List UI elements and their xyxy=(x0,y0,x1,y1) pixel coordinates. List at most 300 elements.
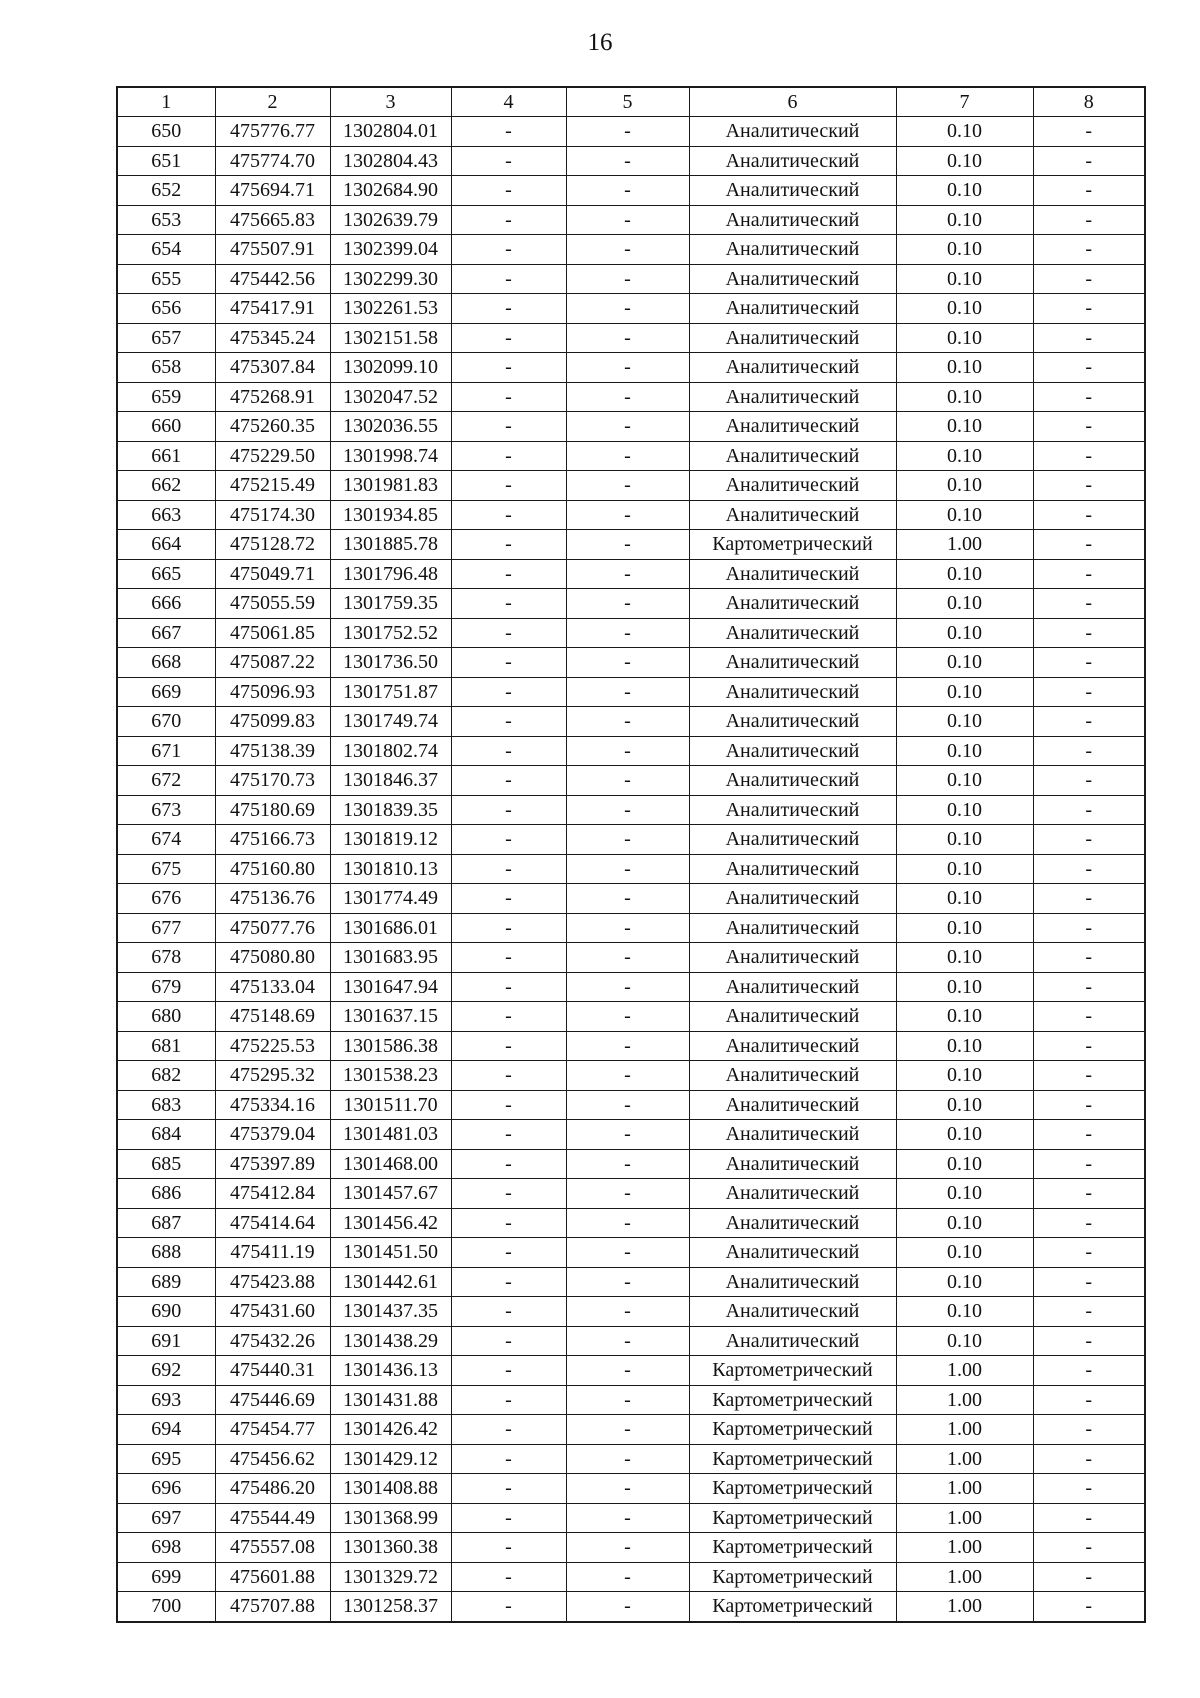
x-coordinate: 475440.31 xyxy=(215,1356,330,1386)
col-8-cell: - xyxy=(1033,117,1145,147)
table-row xyxy=(117,1444,1145,1474)
table-row xyxy=(117,1267,1145,1297)
table-row xyxy=(117,913,1145,943)
accuracy-cell: 1.00 xyxy=(896,1415,1033,1445)
accuracy-cell: 0.10 xyxy=(896,736,1033,766)
col-8-cell: - xyxy=(1033,677,1145,707)
accuracy-cell: 0.10 xyxy=(896,618,1033,648)
table-row xyxy=(117,382,1145,412)
col-8-cell: - xyxy=(1033,825,1145,855)
table-row xyxy=(117,353,1145,383)
table-row xyxy=(117,677,1145,707)
col-5-cell: - xyxy=(566,972,689,1002)
point-number: 667 xyxy=(117,618,215,648)
method-cell: Аналитический xyxy=(689,1149,896,1179)
accuracy-cell: 0.10 xyxy=(896,795,1033,825)
col-4-cell: - xyxy=(451,1120,566,1150)
point-number: 679 xyxy=(117,972,215,1002)
col-5-cell: - xyxy=(566,264,689,294)
method-cell: Аналитический xyxy=(689,589,896,619)
y-coordinate: 1301683.95 xyxy=(330,943,451,973)
point-number: 684 xyxy=(117,1120,215,1150)
col-5-cell: - xyxy=(566,854,689,884)
y-coordinate: 1302047.52 xyxy=(330,382,451,412)
col-4-cell: - xyxy=(451,1444,566,1474)
col-8-cell: - xyxy=(1033,1179,1145,1209)
col-8-cell: - xyxy=(1033,1120,1145,1150)
point-number: 682 xyxy=(117,1061,215,1091)
y-coordinate: 1301437.35 xyxy=(330,1297,451,1327)
table-row xyxy=(117,559,1145,589)
col-8-cell: - xyxy=(1033,382,1145,412)
col-5-cell: - xyxy=(566,412,689,442)
col-8-cell: - xyxy=(1033,146,1145,176)
x-coordinate: 475128.72 xyxy=(215,530,330,560)
table-row xyxy=(117,323,1145,353)
col-8-cell: - xyxy=(1033,1208,1145,1238)
accuracy-cell: 0.10 xyxy=(896,854,1033,884)
table-row xyxy=(117,264,1145,294)
x-coordinate: 475061.85 xyxy=(215,618,330,648)
method-cell: Аналитический xyxy=(689,1179,896,1209)
col-8-cell: - xyxy=(1033,736,1145,766)
accuracy-cell: 0.10 xyxy=(896,884,1033,914)
col-5-cell: - xyxy=(566,1090,689,1120)
accuracy-cell: 0.10 xyxy=(896,913,1033,943)
col-5-cell: - xyxy=(566,1444,689,1474)
table-row xyxy=(117,736,1145,766)
point-number: 687 xyxy=(117,1208,215,1238)
table-row xyxy=(117,589,1145,619)
col-8-cell: - xyxy=(1033,1149,1145,1179)
accuracy-cell: 0.10 xyxy=(896,353,1033,383)
method-cell: Картометрический xyxy=(689,530,896,560)
point-number: 677 xyxy=(117,913,215,943)
point-number: 680 xyxy=(117,1002,215,1032)
col-4-cell: - xyxy=(451,677,566,707)
method-cell: Аналитический xyxy=(689,500,896,530)
x-coordinate: 475307.84 xyxy=(215,353,330,383)
y-coordinate: 1301429.12 xyxy=(330,1444,451,1474)
accuracy-cell: 0.10 xyxy=(896,707,1033,737)
col-5-cell: - xyxy=(566,1061,689,1091)
col-8-cell: - xyxy=(1033,1090,1145,1120)
x-coordinate: 475446.69 xyxy=(215,1385,330,1415)
point-number: 692 xyxy=(117,1356,215,1386)
accuracy-cell: 1.00 xyxy=(896,1503,1033,1533)
y-coordinate: 1301846.37 xyxy=(330,766,451,796)
col-4-cell: - xyxy=(451,1415,566,1445)
col-4-cell: - xyxy=(451,323,566,353)
y-coordinate: 1302036.55 xyxy=(330,412,451,442)
x-coordinate: 475096.93 xyxy=(215,677,330,707)
point-number: 683 xyxy=(117,1090,215,1120)
method-cell: Аналитический xyxy=(689,294,896,324)
col-5-cell: - xyxy=(566,1002,689,1032)
col-5-cell: - xyxy=(566,559,689,589)
point-number: 694 xyxy=(117,1415,215,1445)
x-coordinate: 475260.35 xyxy=(215,412,330,442)
accuracy-cell: 0.10 xyxy=(896,1208,1033,1238)
col-8-cell: - xyxy=(1033,972,1145,1002)
col-8-cell: - xyxy=(1033,559,1145,589)
accuracy-cell: 0.10 xyxy=(896,766,1033,796)
method-cell: Картометрический xyxy=(689,1503,896,1533)
point-number: 654 xyxy=(117,235,215,265)
col-4-cell: - xyxy=(451,353,566,383)
point-number: 691 xyxy=(117,1326,215,1356)
col-8-cell: - xyxy=(1033,1415,1145,1445)
table-row xyxy=(117,1533,1145,1563)
table-row xyxy=(117,972,1145,1002)
y-coordinate: 1302684.90 xyxy=(330,176,451,206)
accuracy-cell: 0.10 xyxy=(896,205,1033,235)
table-row xyxy=(117,1208,1145,1238)
col-5-cell: - xyxy=(566,205,689,235)
x-coordinate: 475229.50 xyxy=(215,441,330,471)
col-4-cell: - xyxy=(451,1503,566,1533)
method-cell: Аналитический xyxy=(689,235,896,265)
accuracy-cell: 1.00 xyxy=(896,1474,1033,1504)
table-row xyxy=(117,1503,1145,1533)
point-number: 669 xyxy=(117,677,215,707)
col-5-cell: - xyxy=(566,500,689,530)
point-number: 666 xyxy=(117,589,215,619)
col-5-cell: - xyxy=(566,825,689,855)
method-cell: Аналитический xyxy=(689,559,896,589)
x-coordinate: 475707.88 xyxy=(215,1592,330,1622)
point-number: 689 xyxy=(117,1267,215,1297)
table-row xyxy=(117,1356,1145,1386)
point-number: 688 xyxy=(117,1238,215,1268)
col-8-cell: - xyxy=(1033,913,1145,943)
col-5-cell: - xyxy=(566,1149,689,1179)
method-cell: Аналитический xyxy=(689,1120,896,1150)
accuracy-cell: 1.00 xyxy=(896,1385,1033,1415)
col-8-cell: - xyxy=(1033,500,1145,530)
table-row xyxy=(117,766,1145,796)
col-5-cell: - xyxy=(566,943,689,973)
col-4-cell: - xyxy=(451,825,566,855)
y-coordinate: 1302299.30 xyxy=(330,264,451,294)
col-5-cell: - xyxy=(566,530,689,560)
table-row xyxy=(117,1120,1145,1150)
x-coordinate: 475456.62 xyxy=(215,1444,330,1474)
accuracy-cell: 0.10 xyxy=(896,441,1033,471)
y-coordinate: 1301752.52 xyxy=(330,618,451,648)
col-4-cell: - xyxy=(451,913,566,943)
col-4-cell: - xyxy=(451,1592,566,1622)
x-coordinate: 475170.73 xyxy=(215,766,330,796)
method-cell: Аналитический xyxy=(689,412,896,442)
y-coordinate: 1301329.72 xyxy=(330,1562,451,1592)
col-8-cell: - xyxy=(1033,264,1145,294)
col-4-cell: - xyxy=(451,1090,566,1120)
col-5-cell: - xyxy=(566,441,689,471)
y-coordinate: 1302804.43 xyxy=(330,146,451,176)
col-4-cell: - xyxy=(451,884,566,914)
col-8-cell: - xyxy=(1033,589,1145,619)
x-coordinate: 475557.08 xyxy=(215,1533,330,1563)
col-4-cell: - xyxy=(451,1179,566,1209)
accuracy-cell: 0.10 xyxy=(896,235,1033,265)
accuracy-cell: 1.00 xyxy=(896,1562,1033,1592)
accuracy-cell: 0.10 xyxy=(896,677,1033,707)
table-row xyxy=(117,1002,1145,1032)
table-row xyxy=(117,1238,1145,1268)
accuracy-cell: 0.10 xyxy=(896,412,1033,442)
table-row xyxy=(117,294,1145,324)
col-8-cell: - xyxy=(1033,235,1145,265)
col-5-cell: - xyxy=(566,913,689,943)
table-row xyxy=(117,530,1145,560)
y-coordinate: 1301426.42 xyxy=(330,1415,451,1445)
col-4-cell: - xyxy=(451,1297,566,1327)
col-4-cell: - xyxy=(451,1562,566,1592)
col-5-cell: - xyxy=(566,1179,689,1209)
table-row xyxy=(117,412,1145,442)
y-coordinate: 1301736.50 xyxy=(330,648,451,678)
col-5-cell: - xyxy=(566,1120,689,1150)
col-5-cell: - xyxy=(566,1385,689,1415)
col-4-cell: - xyxy=(451,736,566,766)
y-coordinate: 1301468.00 xyxy=(330,1149,451,1179)
accuracy-cell: 0.10 xyxy=(896,1326,1033,1356)
accuracy-cell: 0.10 xyxy=(896,146,1033,176)
x-coordinate: 475334.16 xyxy=(215,1090,330,1120)
accuracy-cell: 0.10 xyxy=(896,1267,1033,1297)
col-4-cell: - xyxy=(451,1326,566,1356)
method-cell: Картометрический xyxy=(689,1444,896,1474)
col-5-cell: - xyxy=(566,648,689,678)
y-coordinate: 1301839.35 xyxy=(330,795,451,825)
y-coordinate: 1302261.53 xyxy=(330,294,451,324)
y-coordinate: 1301802.74 xyxy=(330,736,451,766)
point-number: 685 xyxy=(117,1149,215,1179)
point-number: 693 xyxy=(117,1385,215,1415)
point-number: 668 xyxy=(117,648,215,678)
table-row xyxy=(117,205,1145,235)
col-5-cell: - xyxy=(566,1326,689,1356)
method-cell: Аналитический xyxy=(689,943,896,973)
point-number: 652 xyxy=(117,176,215,206)
point-number: 653 xyxy=(117,205,215,235)
col-4-cell: - xyxy=(451,559,566,589)
col-8-cell: - xyxy=(1033,1474,1145,1504)
col-8-cell: - xyxy=(1033,1238,1145,1268)
method-cell: Картометрический xyxy=(689,1562,896,1592)
x-coordinate: 475099.83 xyxy=(215,707,330,737)
table-row xyxy=(117,825,1145,855)
point-number: 675 xyxy=(117,854,215,884)
accuracy-cell: 0.10 xyxy=(896,1149,1033,1179)
point-number: 690 xyxy=(117,1297,215,1327)
col-4-cell: - xyxy=(451,471,566,501)
x-coordinate: 475160.80 xyxy=(215,854,330,884)
table-row xyxy=(117,1061,1145,1091)
accuracy-cell: 0.10 xyxy=(896,1061,1033,1091)
table-row xyxy=(117,1179,1145,1209)
y-coordinate: 1301511.70 xyxy=(330,1090,451,1120)
accuracy-cell: 0.10 xyxy=(896,1002,1033,1032)
method-cell: Аналитический xyxy=(689,1267,896,1297)
accuracy-cell: 0.10 xyxy=(896,943,1033,973)
point-number: 681 xyxy=(117,1031,215,1061)
col-8-cell: - xyxy=(1033,1444,1145,1474)
col-4-cell: - xyxy=(451,618,566,648)
x-coordinate: 475087.22 xyxy=(215,648,330,678)
col-5-cell: - xyxy=(566,618,689,648)
x-coordinate: 475180.69 xyxy=(215,795,330,825)
accuracy-cell: 0.10 xyxy=(896,972,1033,1002)
col-8-cell: - xyxy=(1033,1031,1145,1061)
table-row xyxy=(117,618,1145,648)
col-4-cell: - xyxy=(451,294,566,324)
point-number: 657 xyxy=(117,323,215,353)
method-cell: Аналитический xyxy=(689,766,896,796)
x-coordinate: 475431.60 xyxy=(215,1297,330,1327)
y-coordinate: 1301774.49 xyxy=(330,884,451,914)
point-number: 658 xyxy=(117,353,215,383)
y-coordinate: 1301751.87 xyxy=(330,677,451,707)
x-coordinate: 475776.77 xyxy=(215,117,330,147)
method-cell: Аналитический xyxy=(689,1326,896,1356)
accuracy-cell: 0.10 xyxy=(896,648,1033,678)
col-8-cell: - xyxy=(1033,1267,1145,1297)
y-coordinate: 1301981.83 xyxy=(330,471,451,501)
table-row xyxy=(117,943,1145,973)
column-header-4: 4 xyxy=(451,87,566,117)
table-row xyxy=(117,500,1145,530)
x-coordinate: 475133.04 xyxy=(215,972,330,1002)
point-number: 671 xyxy=(117,736,215,766)
method-cell: Аналитический xyxy=(689,471,896,501)
x-coordinate: 475423.88 xyxy=(215,1267,330,1297)
x-coordinate: 475454.77 xyxy=(215,1415,330,1445)
y-coordinate: 1301796.48 xyxy=(330,559,451,589)
col-4-cell: - xyxy=(451,1002,566,1032)
y-coordinate: 1301686.01 xyxy=(330,913,451,943)
x-coordinate: 475507.91 xyxy=(215,235,330,265)
col-4-cell: - xyxy=(451,146,566,176)
column-header-5: 5 xyxy=(566,87,689,117)
method-cell: Картометрический xyxy=(689,1385,896,1415)
x-coordinate: 475080.80 xyxy=(215,943,330,973)
method-cell: Аналитический xyxy=(689,1031,896,1061)
point-number: 697 xyxy=(117,1503,215,1533)
method-cell: Аналитический xyxy=(689,323,896,353)
col-5-cell: - xyxy=(566,707,689,737)
table-row xyxy=(117,1562,1145,1592)
accuracy-cell: 0.10 xyxy=(896,1179,1033,1209)
table-row xyxy=(117,707,1145,737)
x-coordinate: 475345.24 xyxy=(215,323,330,353)
method-cell: Картометрический xyxy=(689,1415,896,1445)
column-header-1: 1 xyxy=(117,87,215,117)
accuracy-cell: 0.10 xyxy=(896,1297,1033,1327)
x-coordinate: 475442.56 xyxy=(215,264,330,294)
col-4-cell: - xyxy=(451,1149,566,1179)
col-5-cell: - xyxy=(566,884,689,914)
point-number: 672 xyxy=(117,766,215,796)
col-5-cell: - xyxy=(566,176,689,206)
col-4-cell: - xyxy=(451,1031,566,1061)
table-row xyxy=(117,1297,1145,1327)
y-coordinate: 1301360.38 xyxy=(330,1533,451,1563)
y-coordinate: 1301431.88 xyxy=(330,1385,451,1415)
col-8-cell: - xyxy=(1033,412,1145,442)
x-coordinate: 475166.73 xyxy=(215,825,330,855)
col-5-cell: - xyxy=(566,1238,689,1268)
point-number: 696 xyxy=(117,1474,215,1504)
accuracy-cell: 0.10 xyxy=(896,382,1033,412)
y-coordinate: 1301749.74 xyxy=(330,707,451,737)
method-cell: Аналитический xyxy=(689,1297,896,1327)
y-coordinate: 1301934.85 xyxy=(330,500,451,530)
col-4-cell: - xyxy=(451,176,566,206)
y-coordinate: 1301819.12 xyxy=(330,825,451,855)
accuracy-cell: 0.10 xyxy=(896,825,1033,855)
y-coordinate: 1302639.79 xyxy=(330,205,451,235)
col-5-cell: - xyxy=(566,1592,689,1622)
x-coordinate: 475414.64 xyxy=(215,1208,330,1238)
method-cell: Аналитический xyxy=(689,1061,896,1091)
y-coordinate: 1301998.74 xyxy=(330,441,451,471)
col-5-cell: - xyxy=(566,736,689,766)
col-5-cell: - xyxy=(566,117,689,147)
col-4-cell: - xyxy=(451,117,566,147)
point-number: 678 xyxy=(117,943,215,973)
y-coordinate: 1301538.23 xyxy=(330,1061,451,1091)
x-coordinate: 475412.84 xyxy=(215,1179,330,1209)
col-8-cell: - xyxy=(1033,766,1145,796)
col-8-cell: - xyxy=(1033,943,1145,973)
point-number: 650 xyxy=(117,117,215,147)
col-4-cell: - xyxy=(451,1356,566,1386)
method-cell: Аналитический xyxy=(689,677,896,707)
accuracy-cell: 1.00 xyxy=(896,1356,1033,1386)
y-coordinate: 1301457.67 xyxy=(330,1179,451,1209)
accuracy-cell: 0.10 xyxy=(896,559,1033,589)
table-row xyxy=(117,471,1145,501)
col-4-cell: - xyxy=(451,1267,566,1297)
accuracy-cell: 0.10 xyxy=(896,117,1033,147)
col-8-cell: - xyxy=(1033,530,1145,560)
col-4-cell: - xyxy=(451,1061,566,1091)
col-8-cell: - xyxy=(1033,795,1145,825)
col-4-cell: - xyxy=(451,943,566,973)
col-8-cell: - xyxy=(1033,176,1145,206)
col-4-cell: - xyxy=(451,205,566,235)
col-5-cell: - xyxy=(566,1533,689,1563)
col-4-cell: - xyxy=(451,1533,566,1563)
point-number: 686 xyxy=(117,1179,215,1209)
col-5-cell: - xyxy=(566,766,689,796)
col-5-cell: - xyxy=(566,353,689,383)
method-cell: Картометрический xyxy=(689,1592,896,1622)
accuracy-cell: 0.10 xyxy=(896,1090,1033,1120)
accuracy-cell: 0.10 xyxy=(896,471,1033,501)
col-5-cell: - xyxy=(566,589,689,619)
y-coordinate: 1301451.50 xyxy=(330,1238,451,1268)
col-8-cell: - xyxy=(1033,294,1145,324)
point-number: 663 xyxy=(117,500,215,530)
table-row xyxy=(117,117,1145,147)
y-coordinate: 1302099.10 xyxy=(330,353,451,383)
table-body xyxy=(117,117,1145,1622)
table-row xyxy=(117,648,1145,678)
col-5-cell: - xyxy=(566,1208,689,1238)
